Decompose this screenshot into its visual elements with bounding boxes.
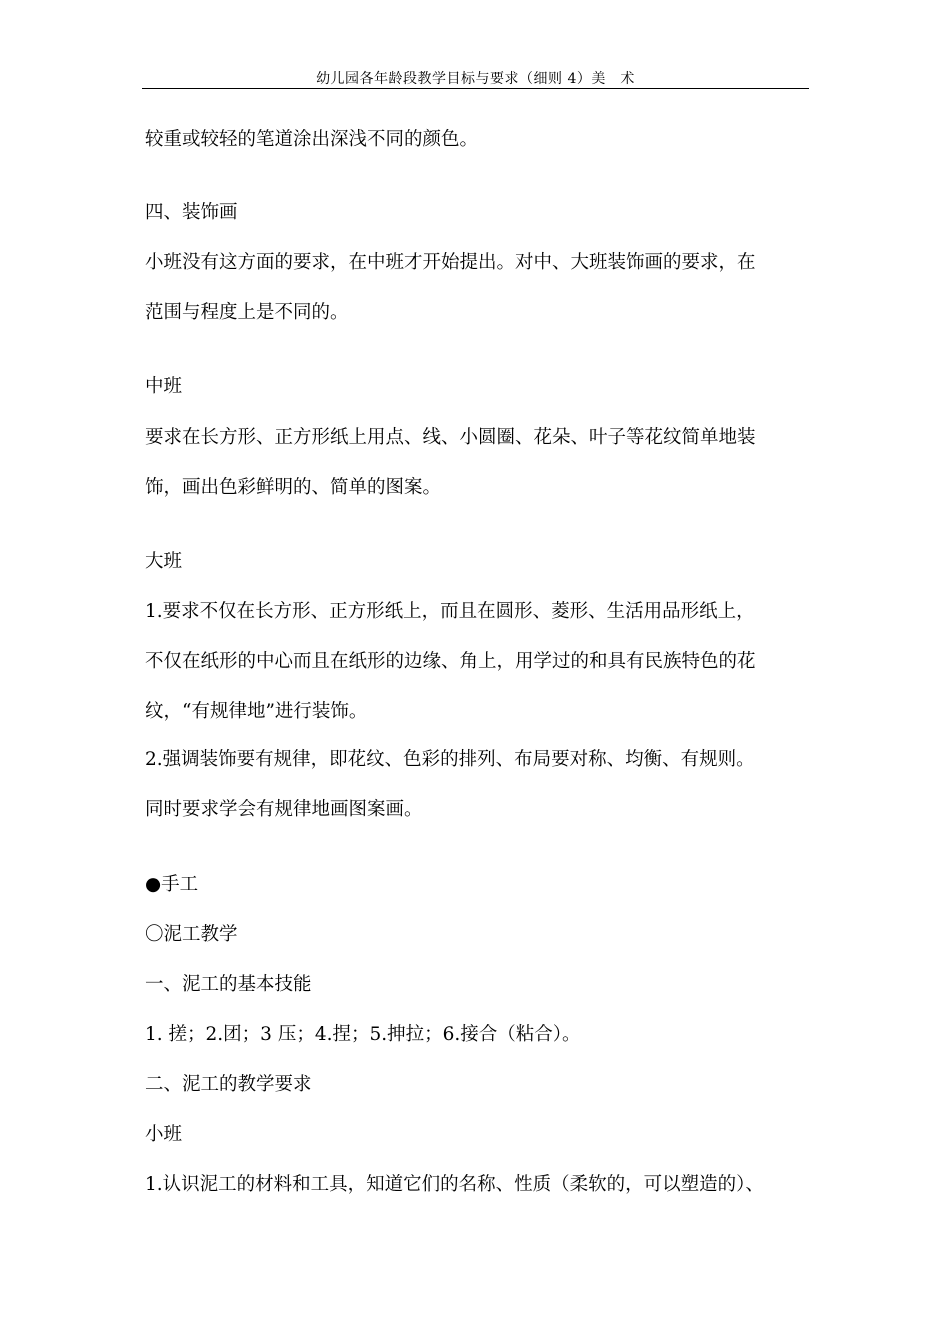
text-line: 同时要求学会有规律地画图案画。 [145, 799, 423, 820]
section-heading: 四、装饰画 [145, 202, 238, 223]
text-line: 1.要求不仅在长方形、正方形纸上，而且在圆形、菱形、生活用品形纸上， [145, 601, 755, 622]
subheading: 小班 [145, 1124, 183, 1145]
section-heading: 〇泥工教学 [145, 924, 238, 945]
text-line: 1.认识泥工的材料和工具，知道它们的名称、性质（柔软的，可以塑造的）、 [145, 1174, 764, 1195]
page-header: 幼儿园各年龄段教学目标与要求（细则 4）美 术 [316, 71, 635, 87]
header-divider [142, 88, 809, 89]
text-line: 纹，“有规律地”进行装饰。 [145, 701, 368, 722]
text-line: 小班没有这方面的要求，在中班才开始提出。对中、大班装饰画的要求，在 [145, 252, 756, 273]
subheading: 中班 [145, 376, 183, 397]
text-line: 1. 搓；2.团；3 压；4.捏；5.抻拉；6.接合（粘合）。 [145, 1024, 581, 1045]
text-line: 范围与程度上是不同的。 [145, 302, 349, 323]
section-heading: 一、泥工的基本技能 [145, 974, 312, 995]
text-line: 2.强调装饰要有规律，即花纹、色彩的排列、布局要对称、均衡、有规则。 [145, 749, 755, 770]
text-line: 较重或较轻的笔道涂出深浅不同的颜色。 [145, 129, 479, 150]
text-line: 不仅在纸形的中心而且在纸形的边缘、角上，用学过的和具有民族特色的花 [145, 651, 756, 672]
text-line: 要求在长方形、正方形纸上用点、线、小圆圈、花朵、叶子等花纹简单地装 [145, 427, 756, 448]
subheading: 大班 [145, 551, 183, 572]
text-line: 饰，画出色彩鲜明的、简单的图案。 [145, 477, 442, 498]
section-heading: 二、泥工的教学要求 [145, 1074, 312, 1095]
section-heading: ●手工 [145, 874, 199, 895]
